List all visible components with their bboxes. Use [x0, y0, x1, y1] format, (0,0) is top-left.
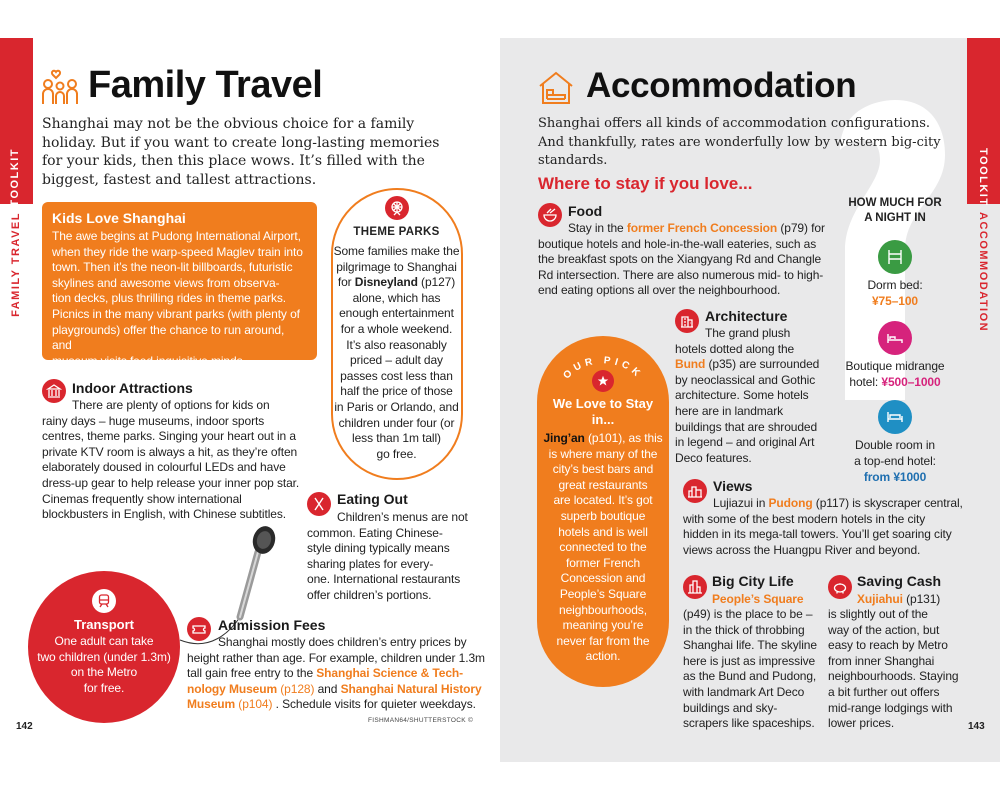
- our-pick-line: neighbourhoods,: [559, 602, 647, 617]
- big-city-line: buildings and sky-: [683, 700, 778, 715]
- eating-line: Children’s menus are not: [337, 510, 468, 524]
- admission-text: and: [314, 681, 341, 696]
- star-icon: [592, 370, 614, 392]
- eating-line: style dining typically means: [307, 541, 450, 556]
- theme-line: passes cost less than: [340, 368, 453, 383]
- saving-line: mid-range lodgings with: [828, 700, 953, 715]
- midrange-bed-icon: [878, 321, 912, 355]
- theme-line: children under four (or: [338, 415, 455, 430]
- price-heading-line: HOW MUCH FOR: [848, 197, 942, 209]
- indoor-line: Cinemas frequently show international: [42, 491, 242, 506]
- saving-line: way of the action, but: [828, 622, 940, 637]
- kids-line: town. Then it’s the neon-lit billboards, futuristic: [52, 260, 293, 275]
- architecture-text: [675, 326, 830, 466]
- architecture-line: buildings that are shrouded: [675, 419, 818, 434]
- saving-cash-heading: Saving Cash: [857, 573, 942, 589]
- architecture-line: Deco features.: [675, 450, 752, 465]
- food-text-part: Stay in the: [568, 221, 627, 235]
- kids-line: tion decks, plus thrilling rides in theme parks.: [52, 291, 286, 306]
- city-tower-icon: [683, 575, 707, 599]
- theme-line: go free.: [376, 446, 417, 461]
- indoor-line: private KTV room is always a hit, as they’re often: [42, 444, 298, 459]
- topend-label: a top-end hotel:: [854, 453, 936, 468]
- saving-line: from inner Shanghai: [828, 653, 935, 668]
- kids-line: playgrounds) offer the chance to run around, and: [52, 322, 285, 353]
- midrange-label: Boutique midrange: [845, 359, 945, 374]
- left-section-label: FAMILY TRAVEL: [10, 212, 22, 317]
- right-side-tab: [967, 38, 1000, 207]
- photo-credit: FISHMAN64/SHUTTERSTOCK ©: [368, 717, 474, 724]
- our-pick-line: superb boutique: [560, 508, 646, 523]
- indoor-line: rainy days – huge museums, indoor sports: [42, 413, 265, 428]
- saving-line: is slightly out of the: [828, 607, 928, 621]
- transport-line: for free.: [83, 680, 125, 695]
- indoor-line: dress-up gear to help release your inner pop star.: [42, 475, 300, 490]
- views-text-part: Lujiazui in: [713, 496, 769, 510]
- french-concession-link[interactable]: former French Concession: [626, 221, 778, 235]
- pudong-link[interactable]: Pudong: [768, 496, 813, 510]
- indoor-line: blockbusters in English, with Chinese subtitles.: [42, 507, 286, 522]
- science-museum-ref: (p128): [277, 681, 315, 696]
- our-pick-heading-line: in...: [591, 412, 615, 427]
- kids-line: museum visits feed inquisitive minds.: [52, 353, 246, 368]
- peoples-square-link[interactable]: People’s Square: [712, 592, 804, 606]
- theme-parks-text: [333, 244, 460, 462]
- indoor-line: centres, theme parks. Singing your heart out in a: [42, 429, 296, 444]
- our-pick-text-part: (p101), as this: [584, 431, 663, 445]
- indoor-line: There are plenty of options for kids on: [72, 398, 270, 412]
- eating-out-text: [307, 510, 477, 604]
- our-pick-line: action.: [585, 649, 621, 664]
- views-text-part: (p117) is skyscraper central,: [812, 496, 963, 510]
- indoor-attractions-heading: Indoor Attractions: [72, 380, 193, 396]
- views-line: views across the Huangpu River and beyond.: [683, 542, 921, 557]
- topend-bed-icon: [878, 400, 912, 434]
- food-line: boutique hotels and hole-in-the-wall eateries, such as: [538, 236, 817, 251]
- science-museum-link[interactable]: Shanghai Science & Tech-: [316, 666, 464, 681]
- left-side-tab: [0, 38, 33, 207]
- eating-out-heading: Eating Out: [337, 491, 408, 507]
- eating-line: sharing plates for every-: [307, 556, 434, 571]
- big-city-line: Shanghai life. The skyline: [683, 638, 817, 653]
- views-text: [683, 496, 963, 558]
- food-line: the breakfast spots on the Xiangyang Rd and Changle: [538, 252, 822, 267]
- train-icon: [92, 589, 116, 613]
- theme-line: alone, which has: [352, 290, 441, 305]
- theme-line: in Paris or Orlando, and: [334, 399, 459, 414]
- kids-line: skylines and awesome views from observa-: [52, 275, 280, 290]
- transport-line: two children (under 1.3m): [37, 649, 171, 664]
- saving-line: easy to reach by Metro: [828, 638, 948, 653]
- natural-history-museum-link-cont[interactable]: Museum: [187, 697, 236, 712]
- our-pick-line: People’s Square: [559, 586, 647, 601]
- where-to-stay-heading: Where to stay if you love...: [538, 174, 753, 193]
- saving-line: a bit further out offers: [828, 684, 940, 699]
- theme-line: [333, 275, 460, 291]
- admission-line: height rather than age. For example, children under 1.3m: [187, 650, 485, 665]
- saving-cash-text: [828, 607, 958, 732]
- architecture-line: architecture. Some hotels: [675, 388, 809, 403]
- indoor-attractions-text: [42, 398, 302, 523]
- bund-link[interactable]: Bund: [675, 357, 706, 372]
- price-panel: [840, 196, 950, 485]
- our-pick-line: former French: [565, 555, 641, 570]
- natural-history-ref: (p104): [235, 697, 273, 712]
- natural-history-museum-link[interactable]: Shanghai Natural History: [340, 681, 482, 696]
- indoor-line: elaborately doused in colourful LEDs and have: [42, 460, 286, 475]
- architecture-heading: Architecture: [705, 308, 788, 324]
- our-pick-line: great restaurants: [558, 477, 648, 492]
- our-pick-line: meaning you’re: [562, 618, 644, 633]
- right-toolkit-label: TOOLKIT: [977, 148, 989, 207]
- food-heading: Food: [568, 203, 603, 219]
- family-icon: [40, 68, 80, 108]
- big-city-line: as the Bund and Pudong,: [683, 669, 817, 684]
- admission-line: Shanghai mostly does children’s entry prices by: [218, 635, 467, 649]
- admission-fees-text: [187, 635, 485, 713]
- kids-line: Picnics in the many vibrant parks (with plenty of: [52, 306, 300, 321]
- jingan-link[interactable]: Jing’an: [543, 431, 585, 445]
- theme-line: for a whole weekend.: [340, 321, 453, 336]
- transport-line: One adult can take: [54, 634, 154, 648]
- our-pick-panel: [537, 336, 669, 687]
- left-toolkit-label: TOOLKIT: [9, 148, 21, 207]
- disneyland-link[interactable]: Disneyland: [354, 275, 418, 290]
- views-heading: Views: [713, 478, 753, 494]
- big-city-line: scrapers like spaceships.: [683, 716, 815, 731]
- our-pick-text: [537, 431, 669, 665]
- our-pick-line: city’s best bars and: [552, 462, 654, 477]
- kids-box-heading: Kids Love Shanghai: [52, 210, 186, 226]
- right-page-title: Accommodation: [586, 66, 857, 105]
- dorm-price: ¥75–100: [871, 293, 919, 308]
- theme-line: It’s also reasonably: [346, 337, 447, 352]
- food-text-part: (p79) for: [777, 221, 825, 235]
- our-pick-line: are located. It’s got: [553, 493, 653, 508]
- eating-line: common. Eating Chinese-: [307, 525, 443, 540]
- topend-label: Double room in: [855, 438, 935, 453]
- food-text: [538, 221, 828, 299]
- transport-line: on the Metro: [70, 665, 138, 680]
- midrange-price: ¥500–1000: [881, 374, 941, 389]
- science-museum-link-cont[interactable]: nology Museum: [187, 681, 278, 696]
- left-page-number: 142: [16, 721, 33, 732]
- right-intro: Shanghai offers all kinds of accommodation configurations. And thankfully, rates are wonderfully low by western big-city standards.: [538, 116, 941, 168]
- architecture-line: by neoclassical and Gothic: [675, 372, 816, 387]
- theme-line: enough entertainment: [339, 306, 454, 321]
- kids-line: when they ride the warp-speed Maglev train into: [52, 244, 303, 259]
- left-intro: Shanghai may not be the obvious choice for a family holiday. But if you want to create long-lasting memories for your kids, then this place wows. It’s filled with the biggest, fastest and tallest attractions.: [42, 116, 440, 188]
- saving-line: neighbourhoods. Staying: [828, 669, 959, 684]
- architecture-line: in legend – and original Art: [675, 435, 815, 450]
- our-pick-badge-text: OUR PICK: [561, 355, 645, 382]
- dorm-bed-icon: [878, 240, 912, 274]
- price-heading: [840, 196, 950, 226]
- our-pick-heading: [537, 396, 669, 428]
- admission-text: . Schedule visits for quieter weekdays.: [272, 697, 476, 712]
- big-city-life-heading: Big City Life: [712, 573, 794, 589]
- bed-icon: [537, 70, 575, 106]
- transport-panel: [28, 571, 180, 723]
- left-page-title: Family Travel: [88, 64, 323, 106]
- midrange-label: hotel:: [849, 374, 882, 389]
- big-city-line: (p49) is the place to be –: [683, 607, 813, 621]
- architecture-text-part: (p35) are surrounded: [705, 357, 820, 372]
- admission-fees-heading: Admission Fees: [218, 617, 326, 633]
- saving-text-part: (p131): [902, 592, 941, 606]
- kids-line: The awe begins at Pudong International Airport,: [52, 229, 301, 243]
- architecture-line: The grand plush: [705, 326, 791, 340]
- saving-line: lower prices.: [828, 716, 895, 731]
- theme-text: for: [337, 275, 355, 290]
- right-page-number: 143: [968, 721, 985, 732]
- views-line: hidden in its mega-tall towers. You’ll get soaring city: [683, 527, 952, 542]
- our-pick-line: never far from the: [556, 633, 650, 648]
- views-line: with some of the best modern hotels in the city: [683, 511, 926, 526]
- architecture-line: here are in landmark: [675, 403, 784, 418]
- our-pick-heading-line: We Love to Stay: [552, 396, 654, 411]
- big-city-line: here is just as impressive: [683, 653, 816, 668]
- eating-line: offer children’s portions.: [307, 587, 432, 602]
- xujiahui-link[interactable]: Xujiahui: [857, 592, 903, 606]
- admission-text: tall gain free entry to the: [187, 666, 317, 681]
- theme-parks-panel: [331, 188, 463, 480]
- kids-box-text: [52, 229, 307, 369]
- big-city-life-text: [683, 607, 818, 732]
- food-line: Rd intersection. There are also numerous mid- to high-: [538, 267, 824, 282]
- our-pick-line: Concession and: [560, 571, 646, 586]
- theme-line: pilgrimage to Shanghai: [336, 259, 457, 274]
- piggy-bank-icon: [828, 575, 852, 599]
- big-city-line: in the thick of throbbing: [683, 622, 805, 637]
- kids-love-shanghai-box: [42, 202, 317, 368]
- theme-line: less than 1m tall): [352, 431, 441, 446]
- theme-line: Some families make the: [333, 244, 460, 258]
- theme-line: half the price of those: [340, 384, 453, 399]
- our-pick-line: hotels and is well: [558, 524, 648, 539]
- transport-text: [28, 634, 180, 696]
- theme-ref: (p127): [417, 275, 456, 290]
- architecture-line: hotels dotted along the: [675, 341, 795, 356]
- right-section-label: ACCOMMODATION: [977, 212, 989, 333]
- dorm-label: Dorm bed:: [867, 278, 923, 292]
- xujiahui-line: [857, 592, 940, 608]
- theme-parks-heading: THEME PARKS: [353, 226, 440, 238]
- transport-heading: Transport: [74, 617, 134, 632]
- big-city-line: with landmark Art Deco: [683, 684, 805, 699]
- ferris-wheel-icon: [385, 196, 409, 220]
- our-pick-line: connected to the: [559, 540, 647, 555]
- theme-line: priced – adult day: [350, 353, 443, 368]
- our-pick-line: is where many of the: [548, 446, 658, 461]
- topend-price: from ¥1000: [863, 469, 927, 484]
- food-line: end eating options all over the neighbourhood.: [538, 283, 781, 298]
- eating-line: one. International restaurants: [307, 572, 461, 587]
- price-heading-line: A NIGHT IN: [864, 212, 926, 224]
